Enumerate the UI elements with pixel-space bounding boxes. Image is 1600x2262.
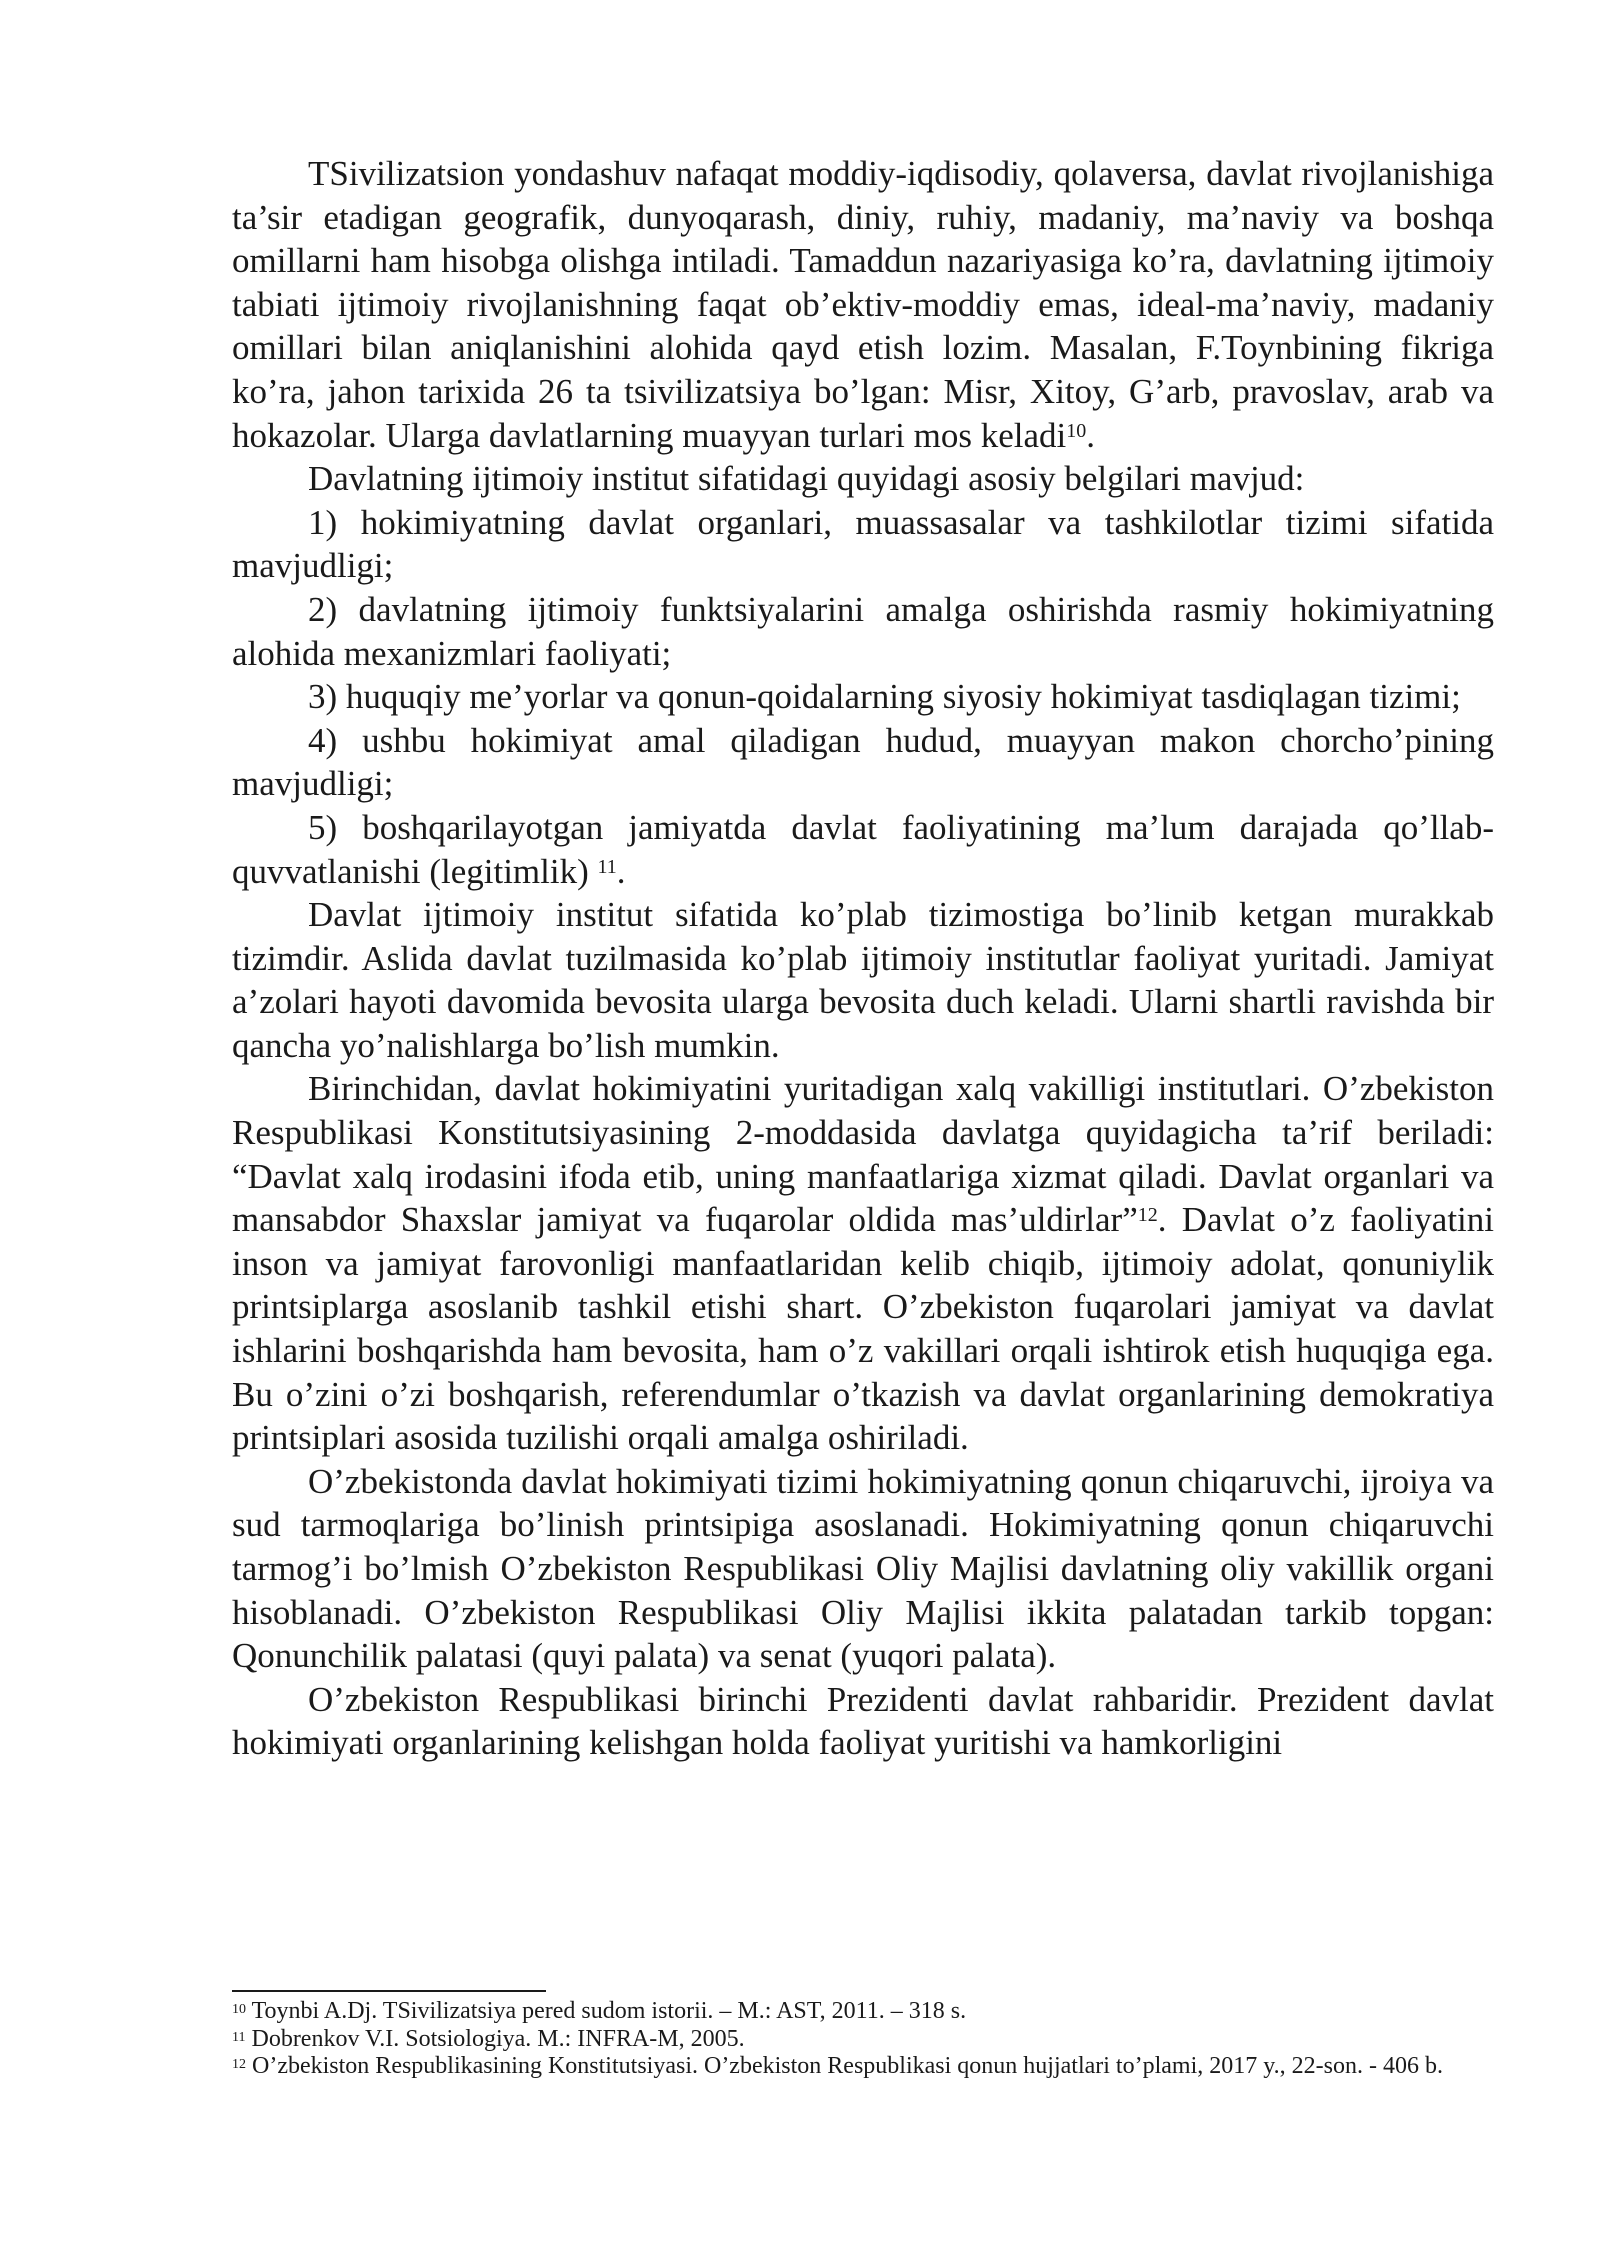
paragraph-prezident: O’zbekiston Respublikasi birinchi Prezidenti davlat rahbaridir. Prezident davlat hokimiyati organlarining kelishgan holda faoliyat yuritishi va hamkorligini: [232, 1679, 1494, 1763]
footnote-12: $^{12}$ O’zbekiston Respublikasining Konstitutsiyasi. O’zbekiston Respublikasi qonun hujjatlari to’plami, 2017 y., 22-son. - 406 b.: [232, 2053, 1443, 2080]
paragraph-tsivilizatsion: TSivilizatsion yondashuv nafaqat moddiy-iqdisodiy, qolaversa, davlat rivojlanishiga ta’sir etadigan geografik, dunyoqarash, diniy, ruhiy, madaniy, ma’naviy va boshqa omillarni ham hisobga olishga intiladi. Tamaddun nazariyasiga ko’ra, davlatning ijtimoiy tabiati ijtimoiy rivojlanishning faqat ob’ektiv-moddiy emas, ideal-ma’naviy, madaniy omillari bilan aniqlanishini alohida qayd etish lozim. Masalan, F.Toynbining fikriga ko’ra, jahon tarixida 26 ta tsivilizatsiya bo’lgan: Misr, Xitoy, G’arb, pravoslav, arab va hokazolar. Ularga davlatlarning muayyan turlari mos keladi$^{10}$.: [232, 154, 1494, 455]
footnote-separator: [232, 1990, 546, 1992]
list-item-4: 4) ushbu hokimiyat amal qiladigan hudud, muayyan makon chorcho’pining mavjudligi;: [232, 720, 1494, 804]
list-item-5: 5) boshqarilayotgan jamiyatda davlat faoliyatining ma’lum darajada qo’llab-quvvatlanishi (legitimlik) $^{11}$.: [232, 807, 1494, 891]
footnotes: [232, 1998, 1494, 2081]
list-item-2: 2) davlatning ijtimoiy funktsiyalarini amalga oshirishda rasmiy hokimiyatning alohida mexanizmlari faoliyati;: [232, 589, 1494, 673]
paragraph-belgilari-intro: Davlatning ijtimoiy institut sifatidagi quyidagi asosiy belgilari mavjud:: [308, 459, 1305, 499]
list-item-3: 3) huquqiy me’yorlar va qonun-qoidalarning siyosiy hokimiyat tasdiqlagan tizimi;: [308, 677, 1461, 717]
footnote-ref-10: 10: [1066, 419, 1087, 442]
list-item-1: 1) hokimiyatning davlat organlari, muassasalar va tashkilotlar tizimi sifatida mavjudligi;: [232, 502, 1494, 586]
footnote-number: 11: [232, 2029, 246, 2045]
footnote-ref-12: 12: [1137, 1204, 1158, 1227]
footnote-number: 10: [232, 2002, 246, 2017]
paragraph-davlat-institut: Davlat ijtimoiy institut sifatida ko’plab tizimostiga bo’linib ketgan murakkab tizimdir. Aslida davlat tuzilmasida ko’plab ijtimoiy institutlar faoliyat yuritadi. Jamiyat a’zolari hayoti davomida bevosita ularga bevosita duch keladi. Ularni shartli ravishda bir qancha yo’nalishlarga bo’lish mumkin.: [232, 895, 1494, 1065]
body-text: [232, 152, 1494, 1765]
footnote-10: $^{10}$ Toynbi A.Dj. TSivilizatsiya pered sudom istorii. – M.: AST, 2011. – 318 s.: [232, 1998, 967, 2024]
footnote-ref-11: 11: [597, 855, 617, 878]
paragraph-birinchidan: Birinchidan, davlat hokimiyatini yuritadigan xalq vakilligi institutlari. O’zbekiston Respublikasi Konstitutsiyasining 2-moddasida davlatga quyidagicha ta’rif beriladi: “Davlat xalq irodasini ifoda etib, uning manfaatlariga xizmat qiladi. Davlat organlari va mansabdor Shaxslar jamiyat va fuqarolar oldida mas’uldirlar”$^{12}$. Davlat o’z faoliyatini inson va jamiyat farovonligi manfaatlaridan kelib chiqib, ijtimoiy adolat, qonuniylik printsiplarga asoslanib tashkil etishi shart. O’zbekiston fuqarolari jamiyat va davlat ishlarini boshqarishda ham bevosita, ham o’z vakillari orqali ishtirok etish huquqiga ega. Bu o’zini o’zi boshqarish, referendumlar o’tkazish va davlat organlarining demokratiya printsiplari asosida tuzilishi orqali amalga oshiriladi.: [232, 1069, 1494, 1458]
paragraph-hokimiyat-tizimi: O’zbekistonda davlat hokimiyati tizimi hokimiyatning qonun chiqaruvchi, ijroiya va sud tarmoqlariga bo’linish printsipiga asoslanadi. Hokimiyatning qonun chiqaruvchi tarmog’i bo’lmish O’zbekiston Respublikasi Oliy Majlisi davlatning oliy vakillik organi hisoblanadi. O’zbekiston Respublikasi Oliy Majlisi ikkita palatadan tarkib topgan: Qonunchilik palatasi (quyi palata) va senat (yuqori palata).: [232, 1461, 1494, 1676]
footnote-11: $^{11}$ Dobrenkov V.I. Sotsiologiya. M.: INFRA-M, 2005.: [232, 2025, 745, 2052]
footnote-number: 12: [232, 2057, 246, 2073]
